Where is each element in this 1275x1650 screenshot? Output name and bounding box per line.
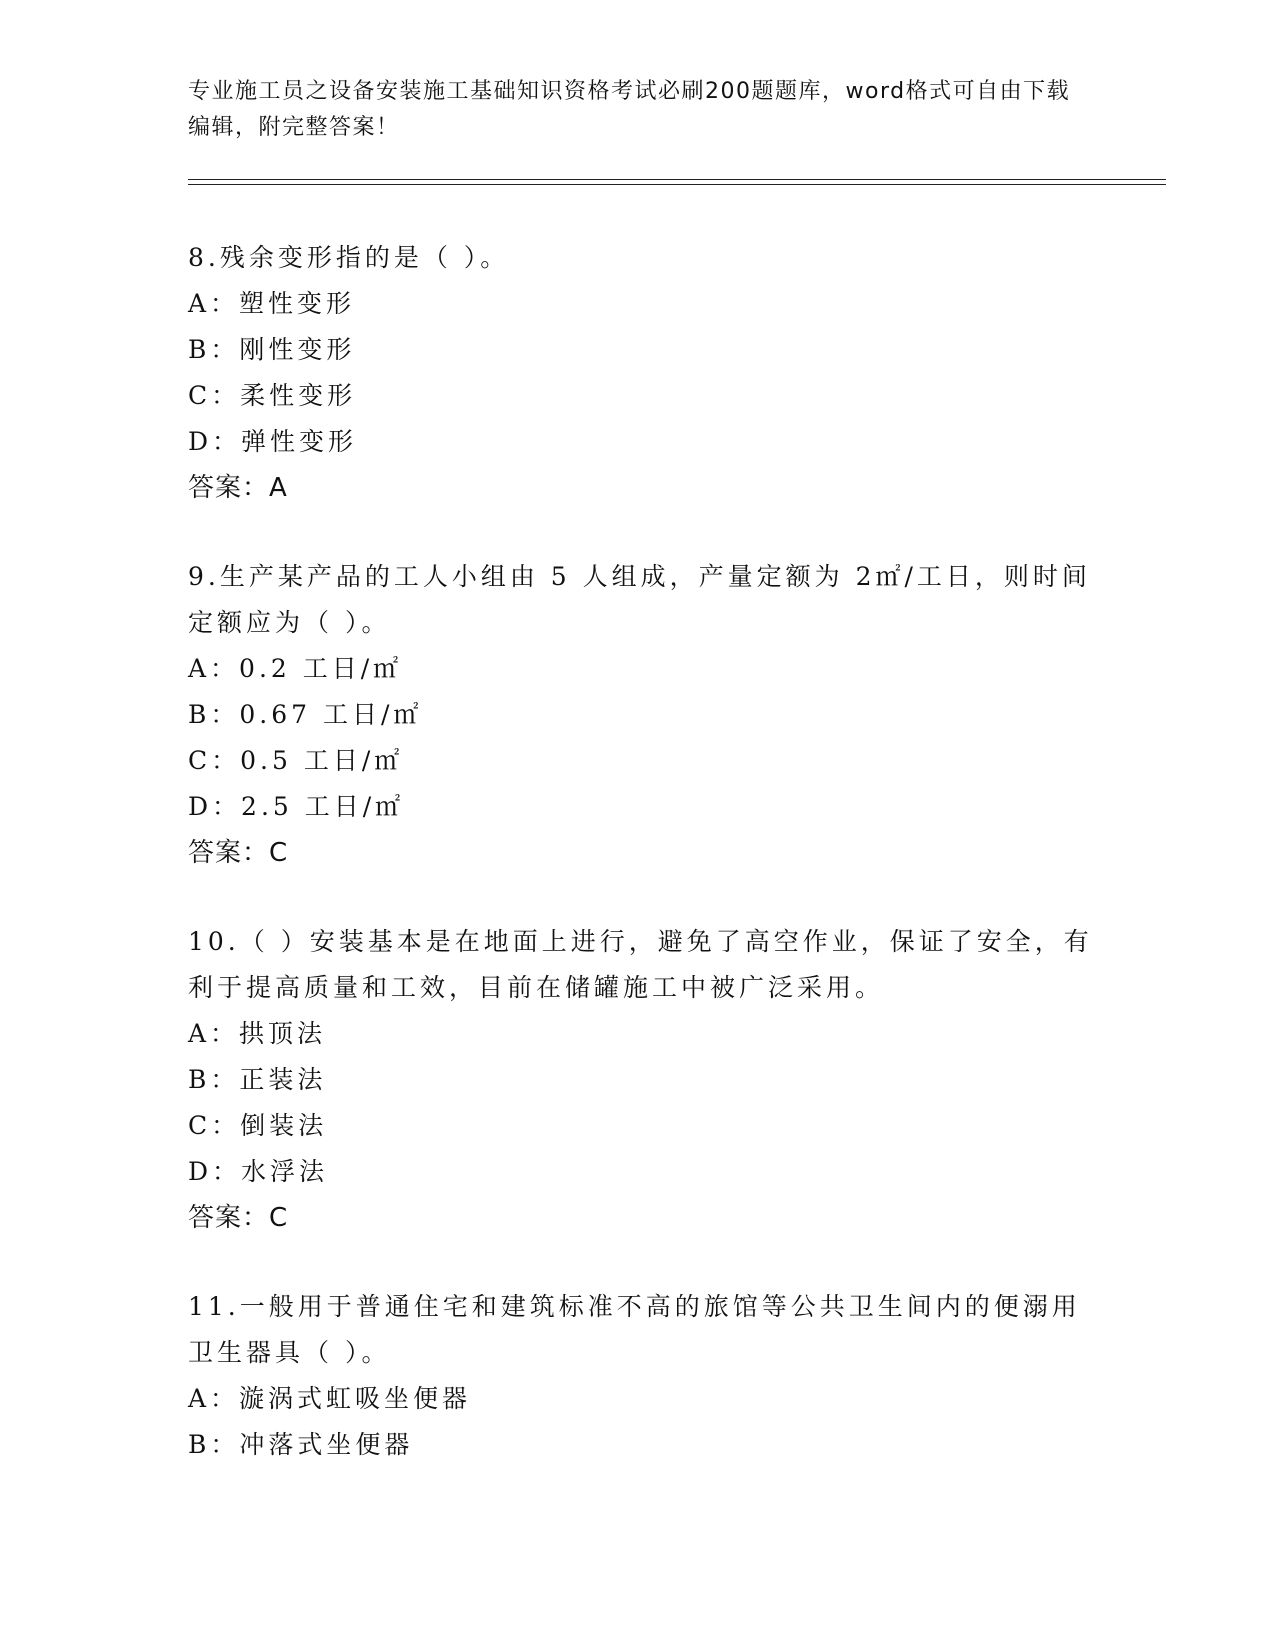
question-10 (188, 919, 1108, 1241)
option-c: C：倒装法 (188, 1111, 328, 1140)
option-a: A：塑性变形 (188, 289, 356, 318)
option-c: C：柔性变形 (188, 381, 357, 410)
option-b: B：正装法 (188, 1065, 327, 1094)
option-b: B：刚性变形 (188, 335, 356, 364)
question-stem: 10.（ ）安装基本是在地面上进行，避免了高空作业，保证了安全，有利于提高质量和工效，目前在储罐施工中被广泛采用。 (188, 927, 1093, 1002)
option-d: D：2.5 工日/㎡ (188, 792, 405, 821)
option-c: C：0.5 工日/㎡ (188, 746, 404, 775)
document-header: 专业施工员之设备安装施工基础知识资格考试必刷200题题库，word格式可自由下载编辑，附完整答案！ (188, 79, 1071, 140)
question-8 (188, 235, 1108, 511)
option-b: B：冲落式坐便器 (188, 1430, 414, 1459)
question-stem: 8.残余变形指的是（ ）。 (188, 243, 510, 272)
option-d: D：水浮法 (188, 1157, 329, 1186)
answer-line: 答案：C (188, 838, 289, 868)
question-stem: 9.生产某产品的工人小组由 5 人组成，产量定额为 2㎡/工日，则时间定额应为（ ）。 (188, 562, 1091, 637)
question-list (188, 235, 1108, 1511)
answer-line: 答案：C (188, 1203, 289, 1233)
answer-line: 答案：A (188, 473, 288, 503)
option-d: D：弹性变形 (188, 427, 358, 456)
question-stem: 11.一般用于普通住宅和建筑标准不高的旅馆等公共卫生间内的便溺用卫生器具（ ）。 (188, 1292, 1081, 1367)
header-divider-top (188, 179, 1166, 180)
header-divider-bottom (188, 184, 1166, 185)
option-a: A：拱顶法 (188, 1019, 327, 1048)
option-a: A：漩涡式虹吸坐便器 (188, 1384, 472, 1413)
question-9 (188, 554, 1108, 876)
option-a: A：0.2 工日/㎡ (188, 654, 403, 683)
question-11 (188, 1284, 1108, 1468)
option-b: B：0.67 工日/㎡ (188, 700, 423, 729)
